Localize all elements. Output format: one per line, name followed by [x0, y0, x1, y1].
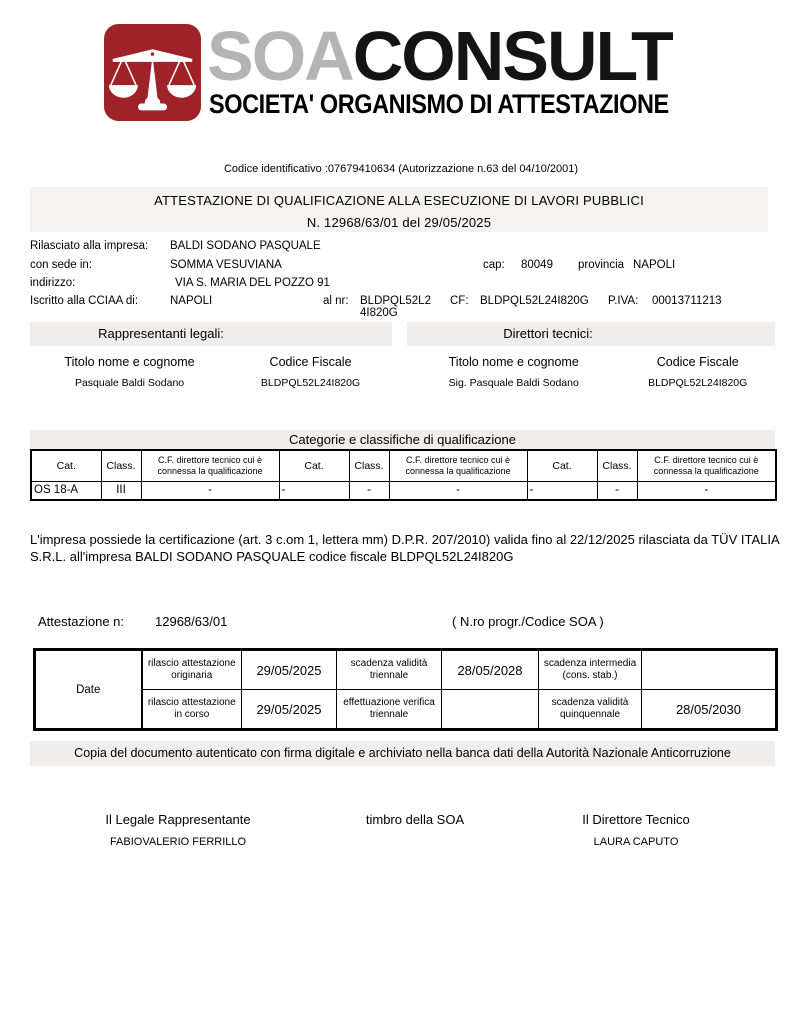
col-cf-3: C.F. direttore tecnico cui è connessa la qualificazione [637, 450, 776, 481]
class-value-2: - [349, 481, 389, 500]
dates-row-1 [35, 650, 777, 690]
date-label-quinquennale: scadenza validità quinquennale [539, 690, 642, 730]
tech-director-signature-title: Il Direttore Tecnico [582, 812, 690, 827]
digital-copy-notice: Copia del documento autenticato con firma digitale e archiviato nella banca dati della Autorità Nazionale Anticorruzione [30, 741, 775, 766]
cf-value-1: - [141, 481, 279, 500]
issued-label: Rilasciato alla impresa: [30, 240, 149, 252]
col-cat-3: Cat. [527, 450, 597, 481]
date-value-triennale: 28/05/2028 [442, 650, 539, 690]
legal-reps-col-cf: Codice Fiscale [269, 355, 352, 369]
attestation-title-band [30, 187, 768, 232]
col-class-1: Class. [101, 450, 141, 481]
legal-reps-section [30, 322, 392, 389]
seat-label: con sede in: [30, 259, 93, 271]
date-label-originaria: rilascio attestazione originaria [142, 650, 242, 690]
class-value-1: III [101, 481, 141, 500]
date-label-verifica: effettuazione verifica triennale [337, 690, 442, 730]
date-value-intermedia [642, 650, 777, 690]
tech-director-signature-name: LAURA CAPUTO [593, 836, 679, 848]
province-value: NAPOLI [633, 259, 676, 271]
col-cat-1: Cat. [31, 450, 101, 481]
alnr-label: al nr: [323, 295, 349, 307]
class-value-3: - [597, 481, 637, 500]
tech-director-cf: BLDPQL52L24I820G [648, 377, 748, 389]
certification-paragraph: L'impresa possiede la certificazione (art. 3 c.om 1, lettera mm) D.P.R. 207/2010) valida fino al 22/12/2025 rilasciata da TÜV ITALIA S.R.L. all'impresa BALDI SODANO PASQUALE codice fiscale BLDPQL52L24I820G [30, 532, 779, 564]
address-label: indirizzo: [30, 277, 76, 289]
issued-value: BALDI SODANO PASQUALE [170, 240, 321, 252]
legal-rep-cf: BLDPQL52L24I820G [260, 377, 361, 389]
date-value-in-corso: 29/05/2025 [242, 690, 337, 730]
date-value-verifica [442, 690, 539, 730]
soa-stamp-block [330, 812, 500, 827]
brand-wordmark [207, 17, 672, 95]
cciaa-value: NAPOLI [170, 295, 213, 307]
cf-label: CF: [450, 295, 469, 307]
cf-value-3: - [637, 481, 776, 500]
piva-label: P.IVA: [608, 295, 639, 307]
categories-header-row [31, 450, 776, 481]
legal-rep-signature-name: FABIOVALERIO FERRILLO [109, 836, 247, 848]
tech-director-name: Sig. Pasquale Baldi Sodano [448, 377, 579, 389]
col-cf-1: C.F. direttore tecnico cui è connessa la qualificazione [141, 450, 279, 481]
legal-reps-title: Rappresentanti legali: [30, 322, 392, 346]
legal-reps-col-name: Titolo nome e cognome [64, 355, 195, 369]
dates-table [33, 648, 778, 731]
categories-title-band: Categorie e classifiche di qualificazione [30, 430, 775, 449]
col-class-2: Class. [349, 450, 389, 481]
cciaa-label: Iscritto alla CCIAA di: [30, 295, 139, 307]
attestation-number-line: N. 12968/63/01 del 29/05/2025 [306, 215, 492, 230]
date-label-in-corso: rilascio attestazione in corso [142, 690, 242, 730]
categories-table [30, 449, 777, 501]
tech-directors-col-name: Titolo nome e cognome [448, 355, 579, 369]
alnr-value-line1: BLDPQL52L2 [360, 295, 431, 307]
brand-soa-text: SOA [207, 17, 353, 95]
cf-value: BLDPQL52L24I820G [480, 295, 589, 307]
piva-value: 00013711213 [652, 295, 722, 307]
brand-consult-text: CONSULT [352, 17, 672, 95]
cat-value-3: - [527, 481, 597, 500]
attestation-title: ATTESTAZIONE DI QUALIFICAZIONE ALLA ESECUZIONE DI LAVORI PUBBLICI [154, 193, 644, 208]
categories-data-row [31, 481, 776, 500]
tech-directors-title: Direttori tecnici: [407, 322, 775, 346]
col-cat-2: Cat. [279, 450, 349, 481]
province-label: provincia [578, 259, 625, 271]
cap-value: 80049 [521, 259, 553, 271]
soa-stamp-label: timbro della SOA [365, 812, 465, 827]
col-cf-2: C.F. direttore tecnico cui è connessa la qualificazione [389, 450, 527, 481]
legal-rep-signature-title: Il Legale Rappresentante [105, 812, 251, 827]
identification-code-line: Codice identificativo :07679410634 (Autorizzazione n.63 del 04/10/2001) [223, 163, 579, 175]
tech-directors-section [407, 322, 775, 389]
brand-subtitle: SOCIETA' ORGANISMO DI ATTESTAZIONE [209, 89, 669, 119]
cf-value-2: - [389, 481, 527, 500]
attestation-value: 12968/63/01 [155, 614, 228, 629]
date-value-quinquennale: 28/05/2030 [642, 690, 777, 730]
seat-value: SOMMA VESUVIANA [170, 259, 282, 271]
scales-of-justice-icon [104, 24, 201, 121]
cat-value-1: OS 18-A [31, 481, 101, 500]
cat-value-2: - [279, 481, 349, 500]
legal-rep-signature-block [68, 812, 288, 848]
date-label-intermedia: scadenza intermedia (cons. stab.) [539, 650, 642, 690]
legal-rep-name: Pasquale Baldi Sodano [74, 377, 185, 389]
date-label-triennale: scadenza validità triennale [337, 650, 442, 690]
address-value: VIA S. MARIA DEL POZZO 91 [175, 277, 330, 289]
tech-directors-col-cf: Codice Fiscale [656, 355, 739, 369]
attestation-label: Attestazione n: [38, 614, 124, 629]
attestation-note: ( N.ro progr./Codice SOA ) [452, 614, 604, 629]
date-value-originaria: 29/05/2025 [242, 650, 337, 690]
alnr-value-line2: 4I820G [360, 307, 398, 319]
dates-group-label: Date [35, 650, 142, 730]
dates-row-2 [35, 690, 777, 730]
col-class-3: Class. [597, 450, 637, 481]
cap-label: cap: [483, 259, 505, 271]
tech-director-signature-block [526, 812, 746, 848]
